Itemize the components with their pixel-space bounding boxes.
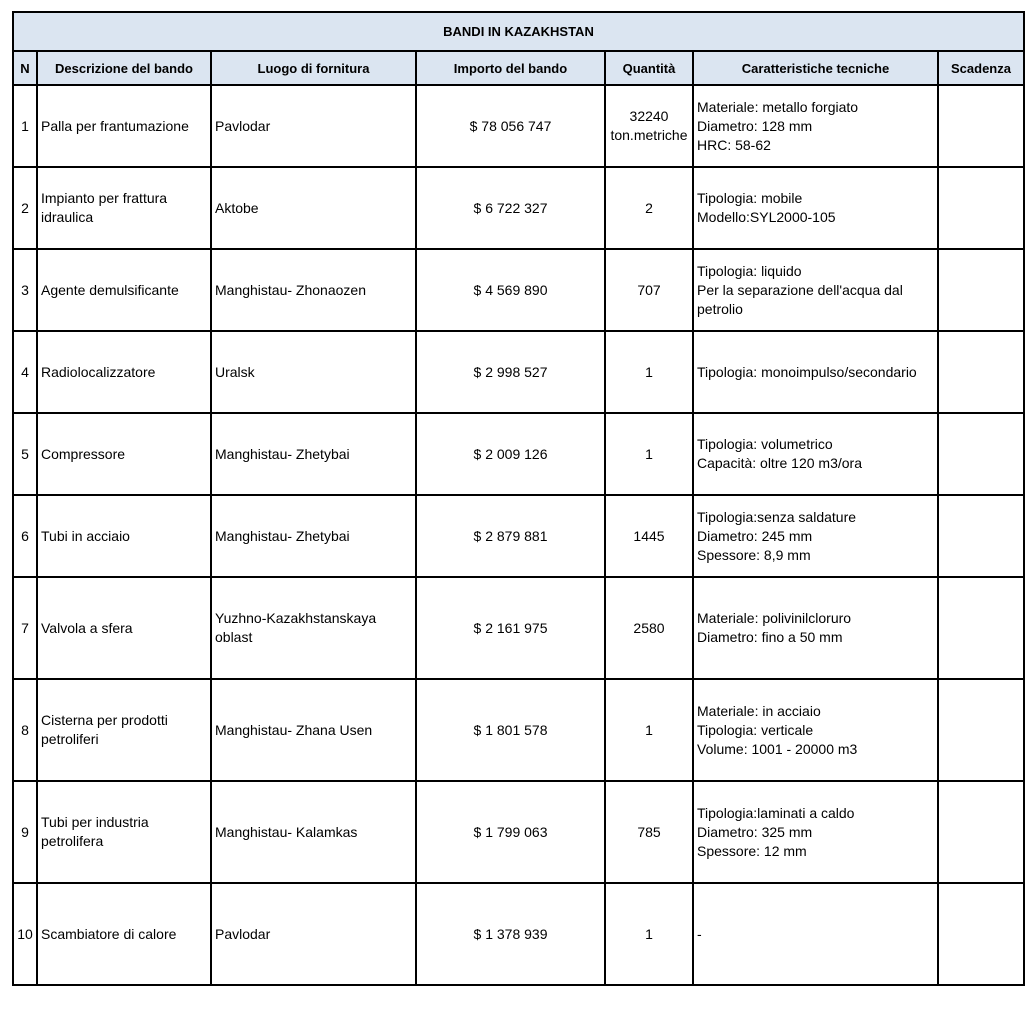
- cell-luogo: Manghistau- Zhetybai: [211, 495, 416, 577]
- cell-luogo: Manghistau- Kalamkas: [211, 781, 416, 883]
- caratteristiche-line: Capacità: oltre 120 m3/ora: [697, 455, 862, 471]
- quantita-line: 1: [645, 721, 653, 738]
- caratteristiche-line: Tipologia: liquido: [697, 262, 802, 279]
- cell-importo: $ 2 879 881: [416, 495, 605, 577]
- table-title: BANDI IN KAZAKHSTAN: [13, 12, 1024, 51]
- caratteristiche-line: -: [697, 925, 702, 942]
- cell-descrizione: Radiolocalizzatore: [37, 331, 211, 413]
- tenders-table-wrapper: [12, 11, 1025, 986]
- cell-quantita: [605, 331, 693, 413]
- caratteristiche-line: Diametro: 245 mm: [697, 527, 813, 544]
- cell-descrizione: Palla per frantumazione: [37, 85, 211, 167]
- quantita-line: 2: [645, 199, 653, 216]
- cell-descrizione: Impianto per frattura idraulica: [37, 167, 211, 249]
- cell-importo: $ 78 056 747: [416, 85, 605, 167]
- quantita-line: 1: [645, 363, 653, 380]
- quantita-line: 1: [645, 445, 653, 462]
- cell-luogo: Manghistau- Zhana Usen: [211, 679, 416, 781]
- cell-caratteristiche: [693, 249, 938, 331]
- caratteristiche-line: Materiale: in acciaio: [697, 702, 821, 719]
- cell-scadenza: [938, 167, 1024, 249]
- cell-scadenza: [938, 413, 1024, 495]
- cell-caratteristiche: [693, 679, 938, 781]
- caratteristiche-line: Tipologia:laminati a caldo: [697, 804, 855, 821]
- cell-descrizione: Tubi in acciaio: [37, 495, 211, 577]
- caratteristiche-line: Tipologia: monoimpulso/secondario: [697, 363, 917, 380]
- caratteristiche-line: Diametro: 128 mm: [697, 117, 813, 134]
- cell-quantita: [605, 781, 693, 883]
- caratteristiche-line: Diametro: fino a 50 mm: [697, 629, 843, 645]
- cell-caratteristiche: [693, 85, 938, 167]
- cell-importo: $ 1 801 578: [416, 679, 605, 781]
- caratteristiche-line: Spessore: 8,9 mm: [697, 546, 811, 563]
- header-descrizione: Descrizione del bando: [37, 51, 211, 85]
- cell-descrizione: Cisterna per prodotti petroliferi: [37, 679, 211, 781]
- caratteristiche-line: Spessore: 12 mm: [697, 842, 807, 859]
- cell-quantita: [605, 679, 693, 781]
- table-row: [13, 883, 1024, 985]
- cell-quantita: [605, 85, 693, 167]
- cell-scadenza: [938, 249, 1024, 331]
- caratteristiche-line: Materiale: metallo forgiato: [697, 98, 859, 115]
- cell-n: 10: [13, 883, 37, 985]
- table-row: [13, 249, 1024, 331]
- cell-descrizione: Agente demulsificante: [37, 249, 211, 331]
- cell-luogo: Manghistau- Zhonaozen: [211, 249, 416, 331]
- cell-luogo: Manghistau- Zhetybai: [211, 413, 416, 495]
- cell-quantita: [605, 495, 693, 577]
- cell-scadenza: [938, 679, 1024, 781]
- cell-quantita: [605, 413, 693, 495]
- cell-n: 6: [13, 495, 37, 577]
- cell-scadenza: [938, 883, 1024, 985]
- caratteristiche-line: Tipologia:senza saldature: [697, 508, 857, 525]
- caratteristiche-line: Diametro: 325 mm: [697, 823, 813, 840]
- cell-caratteristiche: [693, 577, 938, 679]
- caratteristiche-line: petrolio: [697, 300, 743, 317]
- caratteristiche-line: Materiale: polivinilcloruro: [697, 610, 852, 626]
- cell-n: 4: [13, 331, 37, 413]
- title-row: [13, 12, 1024, 51]
- cell-scadenza: [938, 577, 1024, 679]
- caratteristiche-line: HRC: 58-62: [697, 136, 771, 153]
- table-row: [13, 781, 1024, 883]
- cell-scadenza: [938, 781, 1024, 883]
- cell-scadenza: [938, 85, 1024, 167]
- quantita-line: 32240: [629, 108, 669, 124]
- caratteristiche-line: Tipologia: volumetrico: [697, 436, 833, 452]
- cell-luogo: Uralsk: [211, 331, 416, 413]
- header-importo: Importo del bando: [416, 51, 605, 85]
- cell-caratteristiche: [693, 167, 938, 249]
- quantita-line: 1445: [633, 527, 665, 544]
- cell-importo: $ 2 009 126: [416, 413, 605, 495]
- cell-quantita: [605, 249, 693, 331]
- header-scadenza: Scadenza: [938, 51, 1024, 85]
- table-row: [13, 577, 1024, 679]
- cell-descrizione: Scambiatore di calore: [37, 883, 211, 985]
- cell-luogo: Yuzhno-Kazakhstanskaya oblast: [211, 577, 416, 679]
- cell-n: 9: [13, 781, 37, 883]
- header-n: N: [13, 51, 37, 85]
- quantita-line: 785: [637, 823, 661, 840]
- cell-n: 8: [13, 679, 37, 781]
- cell-importo: $ 6 722 327: [416, 167, 605, 249]
- cell-importo: $ 2 998 527: [416, 331, 605, 413]
- cell-n: 2: [13, 167, 37, 249]
- cell-quantita: [605, 883, 693, 985]
- table-row: [13, 167, 1024, 249]
- caratteristiche-line: Volume: 1001 - 20000 m3: [697, 740, 858, 757]
- header-luogo: Luogo di fornitura: [211, 51, 416, 85]
- cell-scadenza: [938, 331, 1024, 413]
- table-row: [13, 85, 1024, 167]
- caratteristiche-line: Tipologia: verticale: [697, 721, 814, 738]
- caratteristiche-line: Per la separazione dell'acqua dal: [697, 281, 903, 298]
- table-row: [13, 679, 1024, 781]
- table-row: [13, 413, 1024, 495]
- table-row: [13, 331, 1024, 413]
- cell-caratteristiche: [693, 331, 938, 413]
- cell-quantita: [605, 167, 693, 249]
- header-quantita: Quantità: [605, 51, 693, 85]
- quantita-line: ton.metriche: [610, 127, 688, 143]
- cell-luogo: Pavlodar: [211, 883, 416, 985]
- cell-caratteristiche: [693, 413, 938, 495]
- cell-scadenza: [938, 495, 1024, 577]
- cell-importo: $ 1 378 939: [416, 883, 605, 985]
- cell-descrizione: Tubi per industria petrolifera: [37, 781, 211, 883]
- header-row: [13, 51, 1024, 85]
- cell-importo: $ 2 161 975: [416, 577, 605, 679]
- cell-n: 5: [13, 413, 37, 495]
- quantita-line: 2580: [633, 619, 665, 636]
- cell-descrizione: Compressore: [37, 413, 211, 495]
- cell-n: 1: [13, 85, 37, 167]
- quantita-line: 1: [645, 925, 653, 942]
- cell-caratteristiche: [693, 781, 938, 883]
- cell-caratteristiche: [693, 883, 938, 985]
- quantita-line: 707: [637, 281, 661, 298]
- cell-quantita: [605, 577, 693, 679]
- caratteristiche-line: Tipologia: mobile: [697, 190, 803, 206]
- table-row: [13, 495, 1024, 577]
- cell-caratteristiche: [693, 495, 938, 577]
- cell-luogo: Pavlodar: [211, 85, 416, 167]
- cell-n: 7: [13, 577, 37, 679]
- cell-importo: $ 4 569 890: [416, 249, 605, 331]
- header-caratteristiche: Caratteristiche tecniche: [693, 51, 938, 85]
- cell-importo: $ 1 799 063: [416, 781, 605, 883]
- cell-n: 3: [13, 249, 37, 331]
- cell-descrizione: Valvola a sfera: [37, 577, 211, 679]
- tenders-table: [12, 11, 1025, 986]
- caratteristiche-line: Modello:SYL2000-105: [697, 209, 836, 225]
- table-body: [13, 85, 1024, 985]
- cell-luogo: Aktobe: [211, 167, 416, 249]
